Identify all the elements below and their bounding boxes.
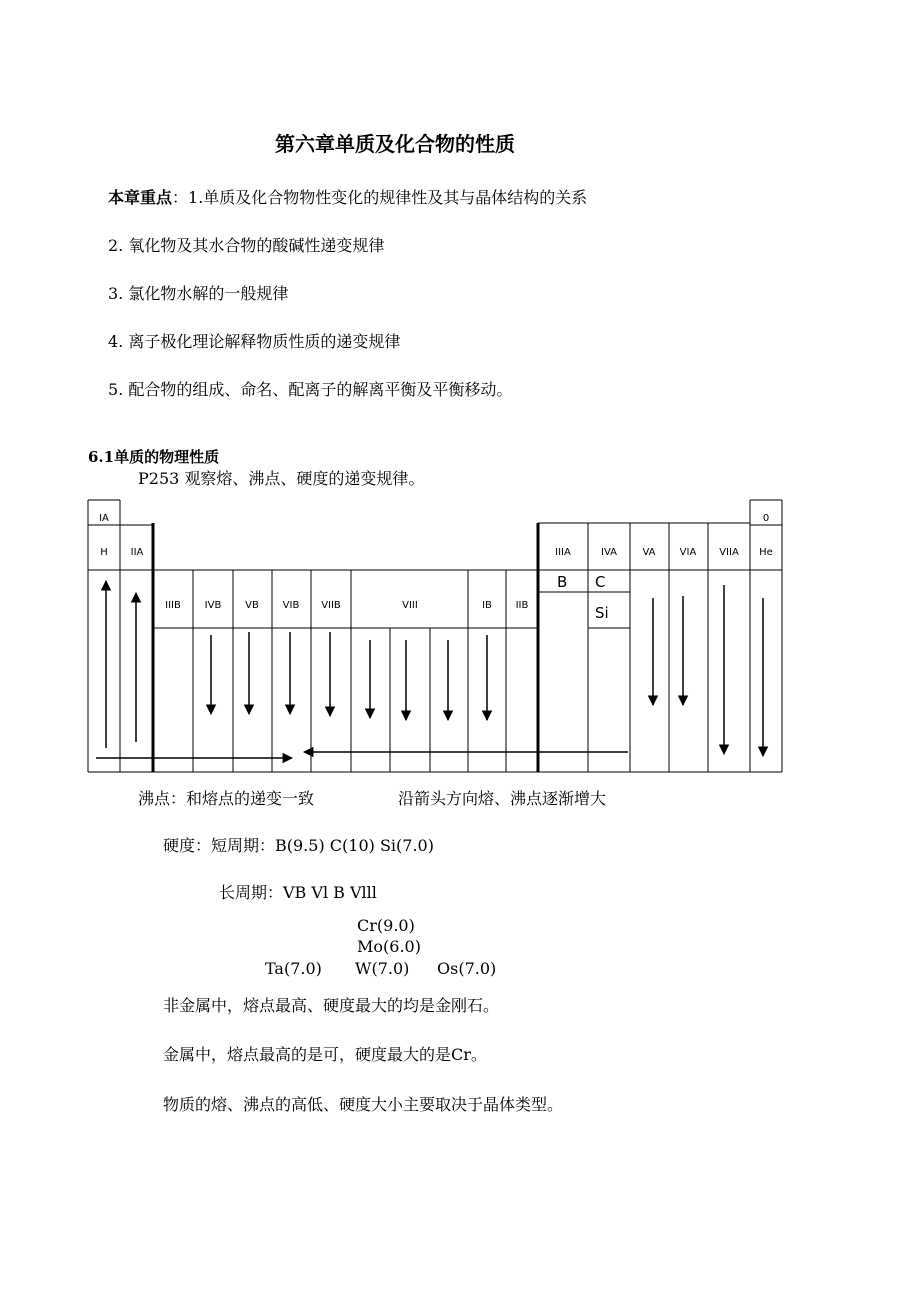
group-iiia-label: IIIA: [555, 547, 571, 558]
note-crystal-type: 物质的熔、沸点的高低、硬度大小主要取决于晶体类型。: [163, 1095, 564, 1114]
group-iiib-label: IIIB: [165, 600, 181, 611]
key-points-colon: ：: [172, 188, 189, 207]
key-point-1-text: 1.单质及化合物物性变化的规律性及其与晶体结构的关系: [188, 188, 588, 207]
group-via-label: VIA: [679, 547, 697, 558]
hardness-w: W(7.0): [355, 959, 410, 978]
hardness-short-period: 硬度：短周期：B(9.5) C(10) Si(7.0): [163, 836, 434, 855]
section-heading: 6.1单质的物理性质: [88, 448, 220, 466]
key-point-5: 5. 配合物的组成、命名、配离子的解离平衡及平衡移动。: [108, 380, 513, 399]
hardness-os: Os(7.0): [437, 959, 497, 978]
hardness-cr: Cr(9.0): [357, 916, 415, 935]
group-va-label: VA: [642, 547, 656, 558]
group-vb-label: VB: [245, 600, 259, 611]
group-ib-label: IB: [482, 600, 492, 611]
key-point-2: 2. 氧化物及其水合物的酸碱性递变规律: [108, 236, 385, 255]
section-intro: P253 观察熔、沸点、硬度的递变规律。: [138, 469, 425, 488]
key-point-4: 4. 离子极化理论解释物质性质的递变规律: [108, 332, 401, 351]
group-viii-label: VIII: [402, 600, 418, 611]
group-iib-label: IIB: [515, 600, 529, 611]
caption-arrow-direction: 沿箭头方向熔、沸点逐渐增大: [398, 789, 607, 808]
page-title: 第六章单质及化合物的性质: [275, 132, 515, 156]
group-iva-label: IVA: [601, 547, 617, 558]
group-ivb-label: IVB: [204, 600, 222, 611]
note-nonmetal: 非金属中，熔点最高、硬度最大的均是金刚石。: [163, 996, 500, 1015]
element-c-label: C: [595, 573, 606, 591]
element-he-label: He: [759, 547, 773, 558]
hardness-long-period: 长周期：VB Vl B Vlll: [219, 883, 377, 902]
group-vib-label: VIB: [282, 600, 300, 611]
group-0-label: 0: [762, 513, 770, 524]
group-viib-label: VIIB: [321, 600, 341, 611]
key-points-label: 本章重点: [108, 188, 173, 207]
hardness-mo: Mo(6.0): [357, 937, 421, 956]
note-metal: 金属中，熔点最高的是可，硬度最大的是Cr。: [163, 1045, 487, 1064]
hardness-ta: Ta(7.0): [265, 959, 322, 978]
key-point-3: 3. 氯化物水解的一般规律: [108, 284, 289, 303]
element-b-label: B: [557, 573, 568, 591]
group-ia-label: IA: [99, 513, 109, 524]
group-viia-label: VIIA: [719, 547, 739, 558]
group-iia-label: IIA: [130, 547, 144, 558]
caption-boiling-point: 沸点：和熔点的递变一致: [138, 789, 315, 808]
element-si-label: Si: [595, 604, 609, 622]
element-h-label: H: [100, 547, 108, 558]
